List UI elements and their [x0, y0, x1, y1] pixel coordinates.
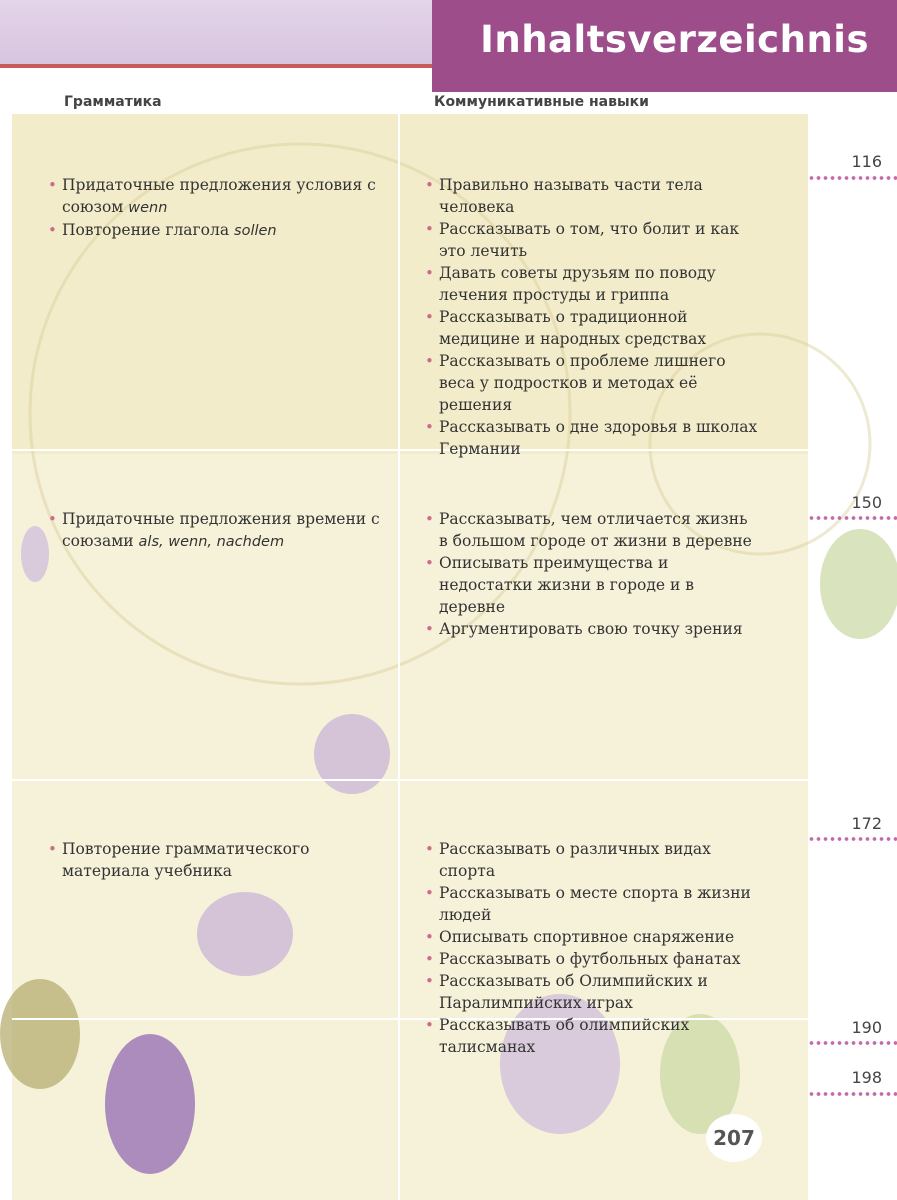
skill-item: • Аргументировать свою точку зрения [425, 620, 743, 638]
bullet-icon: • [425, 418, 434, 436]
background-breakdancer-silhouette [105, 1034, 195, 1174]
grammar-list [48, 508, 383, 553]
bullet-icon: • [425, 176, 434, 194]
section-page-number: 190 [851, 1018, 882, 1037]
bullet-icon: • [425, 884, 434, 902]
grammar-item: • Повторение грамматического материала учебника [48, 840, 310, 880]
bullet-icon: • [425, 620, 434, 638]
title-banner [432, 0, 897, 92]
background-dancer-silhouette [314, 714, 390, 794]
page-title: Inhaltsverzeichnis [480, 18, 869, 61]
bullet-icon: • [425, 264, 434, 282]
bullet-icon: • [425, 928, 434, 946]
skill-item: • Рассказывать о месте спорта в жизни людей [425, 884, 751, 924]
section-page-number: 198 [851, 1068, 882, 1087]
grammar-item: • Придаточные предложения времени с союзами als, wenn, nachdem [48, 510, 380, 550]
background-skater-silhouette [197, 892, 293, 976]
grammar-list [48, 174, 383, 242]
column-header-grammar: Грамматика [64, 94, 162, 110]
page-leader-dots [808, 1092, 897, 1096]
bullet-icon: • [425, 950, 434, 968]
column-header-communication: Коммуникативные навыки [434, 94, 649, 110]
bullet-icon: • [425, 352, 434, 370]
skill-item: • Описывать преимущества и недостатки жизни в городе и в деревне [425, 554, 695, 616]
bullet-icon: • [425, 308, 434, 326]
section-page-number: 172 [851, 814, 882, 833]
bullet-icon: • [48, 176, 57, 194]
skill-item: • Рассказывать об Олимпийских и Паралимпийских играх [425, 972, 708, 1012]
section-page-number: 150 [851, 493, 882, 512]
skill-item: • Рассказывать о дне здоровья в школах Германии [425, 418, 758, 458]
skill-item: • Рассказывать о футбольных фанатах [425, 950, 741, 968]
page-leader-dots [808, 837, 897, 841]
bullet-icon: • [48, 221, 57, 239]
bullet-icon: • [425, 972, 434, 990]
bullet-icon: • [425, 510, 434, 528]
page-number-badge: 207 [706, 1114, 762, 1162]
skill-item: • Рассказывать о том, что болит и как это лечить [425, 220, 740, 260]
background-bird-silhouette [820, 529, 897, 639]
grammar-item: • Повторение глагола sollen [48, 221, 277, 239]
skill-item: • Рассказывать о различных видах спорта [425, 840, 711, 880]
skills-list [425, 508, 760, 640]
skill-item: • Описывать спортивное снаряжение [425, 928, 735, 946]
skill-item: • Рассказывать о проблеме лишнего веса у подростков и методах её решения [425, 352, 726, 414]
bullet-icon: • [425, 554, 434, 572]
page-leader-dots [808, 176, 897, 180]
skill-item: • Давать советы друзьям по поводу лечения простуды и гриппа [425, 264, 716, 304]
skills-list [425, 838, 760, 1058]
skill-item: • Правильно называть части тела человека [425, 176, 703, 216]
background-insect-silhouette [21, 526, 49, 582]
column-divider [398, 114, 400, 1200]
page-leader-dots [808, 1041, 897, 1045]
bullet-icon: • [48, 840, 57, 858]
skill-item: • Рассказывать, чем отличается жизнь в большом городе от жизни в деревне [425, 510, 752, 550]
grammar-list [48, 838, 383, 883]
bullet-icon: • [48, 510, 57, 528]
page-leader-dots [808, 516, 897, 520]
bullet-icon: • [425, 1016, 434, 1034]
top-rule [0, 64, 432, 68]
top-band [0, 0, 432, 64]
background-jumper-silhouette [0, 979, 80, 1089]
bullet-icon: • [425, 220, 434, 238]
skill-item: • Рассказывать о традиционной медицине и народных средствах [425, 308, 707, 348]
grammar-item: • Придаточные предложения условия с союзом wenn [48, 176, 376, 216]
skills-list [425, 174, 760, 460]
skill-item: • Рассказывать об олимпийских талисманах [425, 1016, 690, 1056]
row-divider [12, 779, 808, 781]
section-page-number: 116 [851, 152, 882, 171]
bullet-icon: • [425, 840, 434, 858]
